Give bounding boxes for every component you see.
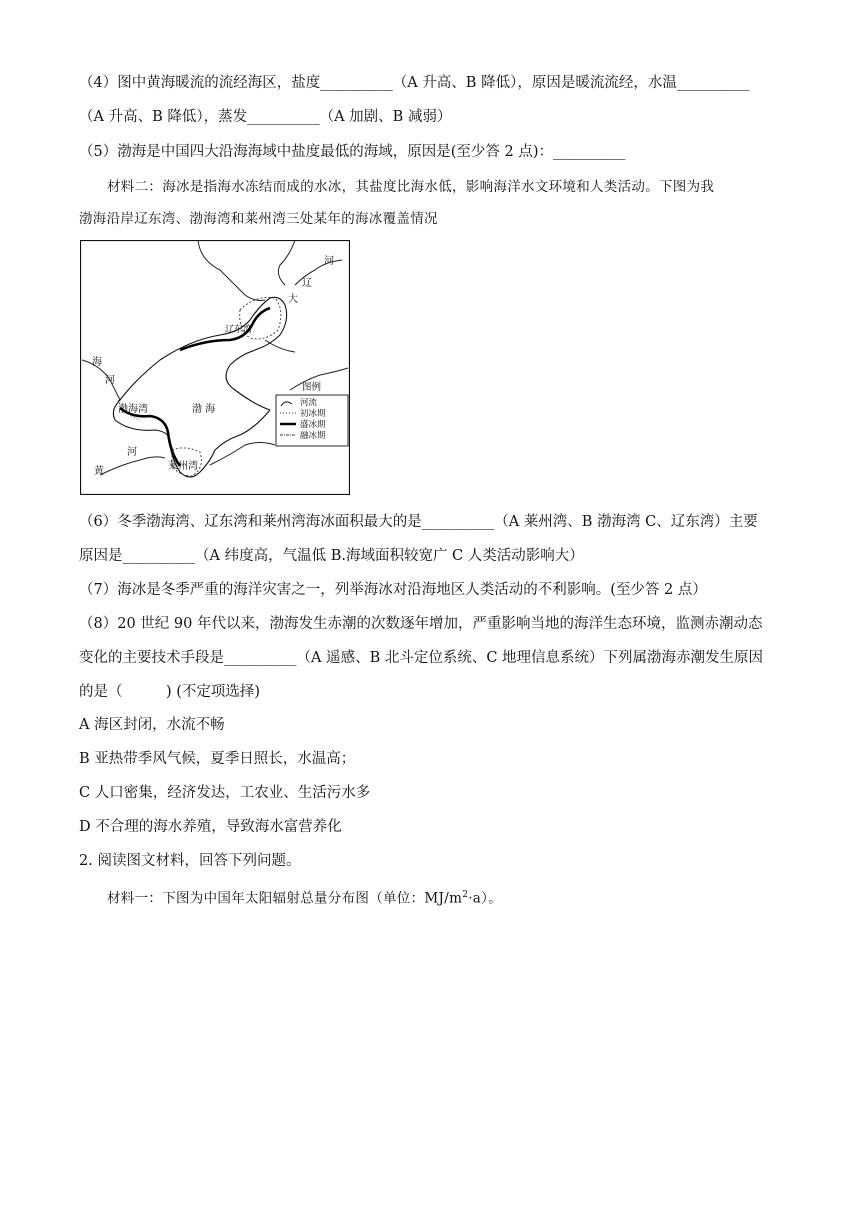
label-bohai: 渤 海 <box>192 404 216 415</box>
label-hai-left: 海 <box>92 357 102 368</box>
bohai-sea-ice-map <box>80 240 350 495</box>
material1-prefix: 材料一：下图为中国年太阳辐射总量分布图（单位：MJ/m <box>107 890 463 907</box>
label-huang: 黄 <box>94 466 104 477</box>
q6-line1: （6）冬季渤海湾、辽东湾和莱州湾海冰面积最大的是__________（A 莱州湾、B 渤海湾 C、辽东湾）主要 <box>79 514 758 530</box>
label-laizhou-bay: 莱州湾 <box>168 461 198 472</box>
q6-line2: 原因是__________（A 纬度高，气温低 B.海域面积较宽广 C 人类活动影响大） <box>79 548 584 564</box>
legend-title: 图例 <box>302 382 322 393</box>
q4-line1: （4）图中黄海暖流的流经海区，盐度__________（A 升高、B 降低），原因是暖流流经，水温__________ <box>79 75 750 91</box>
legend-item-river: 河流 <box>300 398 318 408</box>
option-c: C 人口密集，经济发达，工农业、生活污水多 <box>79 785 371 801</box>
q4-line2: （A 升高、B 降低），蒸发__________（A 加剧、B 减弱） <box>79 109 452 125</box>
legend-item-initial: 初冰期 <box>300 409 326 419</box>
q7: （7）海冰是冬季严重的海洋灾害之一，列举海冰对沿海地区人类活动的不利影响。(至少答 2 点） <box>79 582 707 598</box>
material2-line1: 材料二：海冰是指海水冻结而成的水冰，其盐度比海水低，影响海洋水文环境和人类活动。下图为我 <box>107 179 715 195</box>
label-he-top: 河 <box>324 256 334 267</box>
label-bohai-bay: 渤海湾 <box>118 404 148 415</box>
q5: （5）渤海是中国四大沿海海域中盐度最低的海域，原因是(至少答 2 点)：__________ <box>79 144 626 160</box>
material1-suffix: ·a）。 <box>468 890 503 907</box>
option-a: A 海区封闭，水流不畅 <box>79 717 225 733</box>
question-2: 2. 阅读图文材料，回答下列问题。 <box>79 853 301 869</box>
material1 <box>107 885 502 909</box>
label-he-lower: 河 <box>127 447 137 458</box>
q8-line2: 变化的主要技术手段是__________（A 遥感、B 北斗定位系统、C 地理信息系统）下列属渤海赤潮发生原因 <box>79 650 764 666</box>
label-he-left: 河 <box>105 375 115 386</box>
legend-item-melt: 融冰期 <box>300 431 326 441</box>
label-liao: 辽 <box>302 278 312 289</box>
label-liaodong-bay: 辽东湾 <box>225 325 253 335</box>
label-da: 大 <box>288 294 298 305</box>
material2-line2: 渤海沿岸辽东湾、渤海湾和莱州湾三处某年的海冰覆盖情况 <box>79 211 438 227</box>
q8-line3: 的是（ ) (不定项选择) <box>79 684 261 700</box>
q8-line1: （8）20 世纪 90 年代以来，渤海发生赤潮的次数逐年增加，严重影响当地的海洋生态环境，监测赤潮动态 <box>79 616 763 632</box>
material1-sup: 2 <box>462 890 469 900</box>
option-b: B 亚热带季风气候，夏季日照长，水温高； <box>79 751 356 767</box>
legend-item-peak: 盛冰期 <box>300 420 326 430</box>
option-d: D 不合理的海水养殖，导致海水富营养化 <box>79 819 342 835</box>
